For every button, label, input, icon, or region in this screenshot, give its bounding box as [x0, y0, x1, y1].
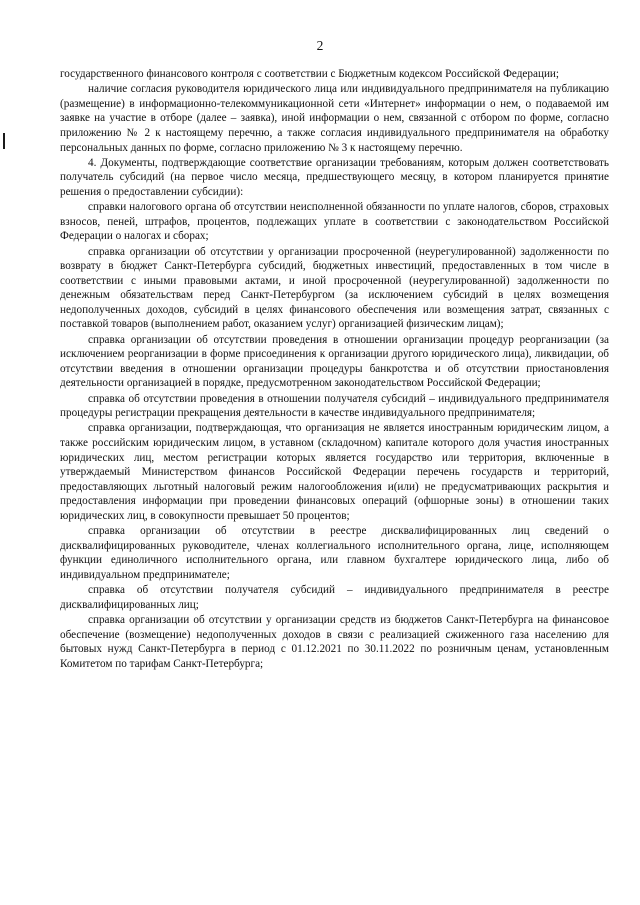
paragraph-consent: наличие согласия руководителя юридического лица или индивидуального предпринимателя на публикацию (размещение) в информационно-телекоммуникационной сети «Интернет» информации о нем, о подаваемой им заявке на участие в отборе (далее – заявка), иной информации о нем, связанной с отбором по форме, согласно приложению № 2 к настоящему перечню, а также согласия индивидуального предпринимателя на обработку персональных данных по форме, согласно приложению № 3 к настоящему перечню.: [60, 83, 609, 154]
paragraph-section-4: 4. Документы, подтверждающие соответствие организации требованиям, которым должен соответствовать получатель субсидий (на первое число месяца, предшествующего месяцу, в котором планируется принятие решения о предоставлении субсидии):: [60, 156, 609, 198]
page-number: 2: [316, 38, 324, 53]
paragraph-continuation: государственного финансового контроля с соответствии с Бюджетным кодексом Российской Федерации;: [60, 68, 560, 80]
paragraph-entrepreneur-disqualification: справка об отсутствии получателя субсидий – индивидуального предпринимателя в реестре дисквалифицированных лиц;: [60, 584, 609, 611]
paragraph-entrepreneur-certificate: справка об отсутствии проведения в отношении получателя субсидий – индивидуального предпринимателя процедуры регистрации прекращения деятельности в качестве индивидуального предпринимателя;: [60, 392, 609, 420]
paragraph-disqualification-certificate: справка организации об отсутствии в реестре дисквалифицированных лиц сведений о дисквалифицированных руководителе, членах коллегиального исполнительного органа, лице, исполняющем функции единоличного исполнительного органа, или главном бухгалтере юридического лица, либо об индивидуальном предпринимателе;: [60, 525, 609, 581]
document-body: [60, 67, 609, 672]
margin-mark: [3, 133, 5, 149]
paragraph-tax-certificate: справки налогового органа об отсутствии неисполненной обязанности по уплате налогов, сборов, страховых взносов, пеней, штрафов, процентов, подлежащих уплате в соответствии с законодательством Российской Федерации о налогах и сборах;: [60, 201, 609, 243]
paragraph-budget-funds-certificate: справка организации об отсутствии у организации средств из бюджетов Санкт-Петербурга на финансовое обеспечение (возмещение) недополученных доходов в связи с реализацией сжиженного газа населению для бытовых нужд Санкт-Петербурга в период с 01.12.2021 по 30.11.2022 по розничным ценам, установленным Комитетом по тарифам Санкт-Петербурга;: [60, 613, 609, 670]
paragraph-debt-certificate: справка организации об отсутствии у организации просроченной (неурегулированной) задолженности по возврату в бюджет Санкт-Петербурга субсидий, бюджетных инвестиций, предоставленных в том числе в соответствии с иными правовыми актами, и иной просроченной (неурегулированной) задолженности по денежным обязательствам перед Санкт-Петербургом (за исключением субсидий в целях возмещения недополученных доходов, субсидий в целях финансового обеспечения или возмещения затрат, связанных с поставкой товаров (выполнением работ, оказанием услуг) организацией физическим лицам);: [60, 245, 609, 331]
paragraph-reorganization-certificate: справка организации об отсутствии проведения в отношении организации процедур реорганизации (за исключением реорганизации в форме присоединения к организации другого юридического лица), ликвидации, об отсутствии введения в отношении организации процедуры банкротства и об отсутствии приостановления деятельности организацией в порядке, предусмотренном законодательством Российской Федерации;: [60, 333, 609, 390]
paragraph-foreign-entity-certificate: справка организации, подтверждающая, что организация не является иностранным юридическим лицом, а также российским юридическим лицом, в уставном (складочном) капитале которого доля участия иностранных юридических лиц, местом регистрации которых является государство или территория, включенные в утверждаемый Министерством финансов Российской Федерации перечень государств и территорий, предоставляющих льготный налоговый режим налогообложения и(или) не предусматривающих раскрытия и предоставления информации при проведении финансовых операций (офшорные зоны) в отношении таких юридических лиц, в совокупности превышает 50 процентов;: [60, 422, 609, 522]
